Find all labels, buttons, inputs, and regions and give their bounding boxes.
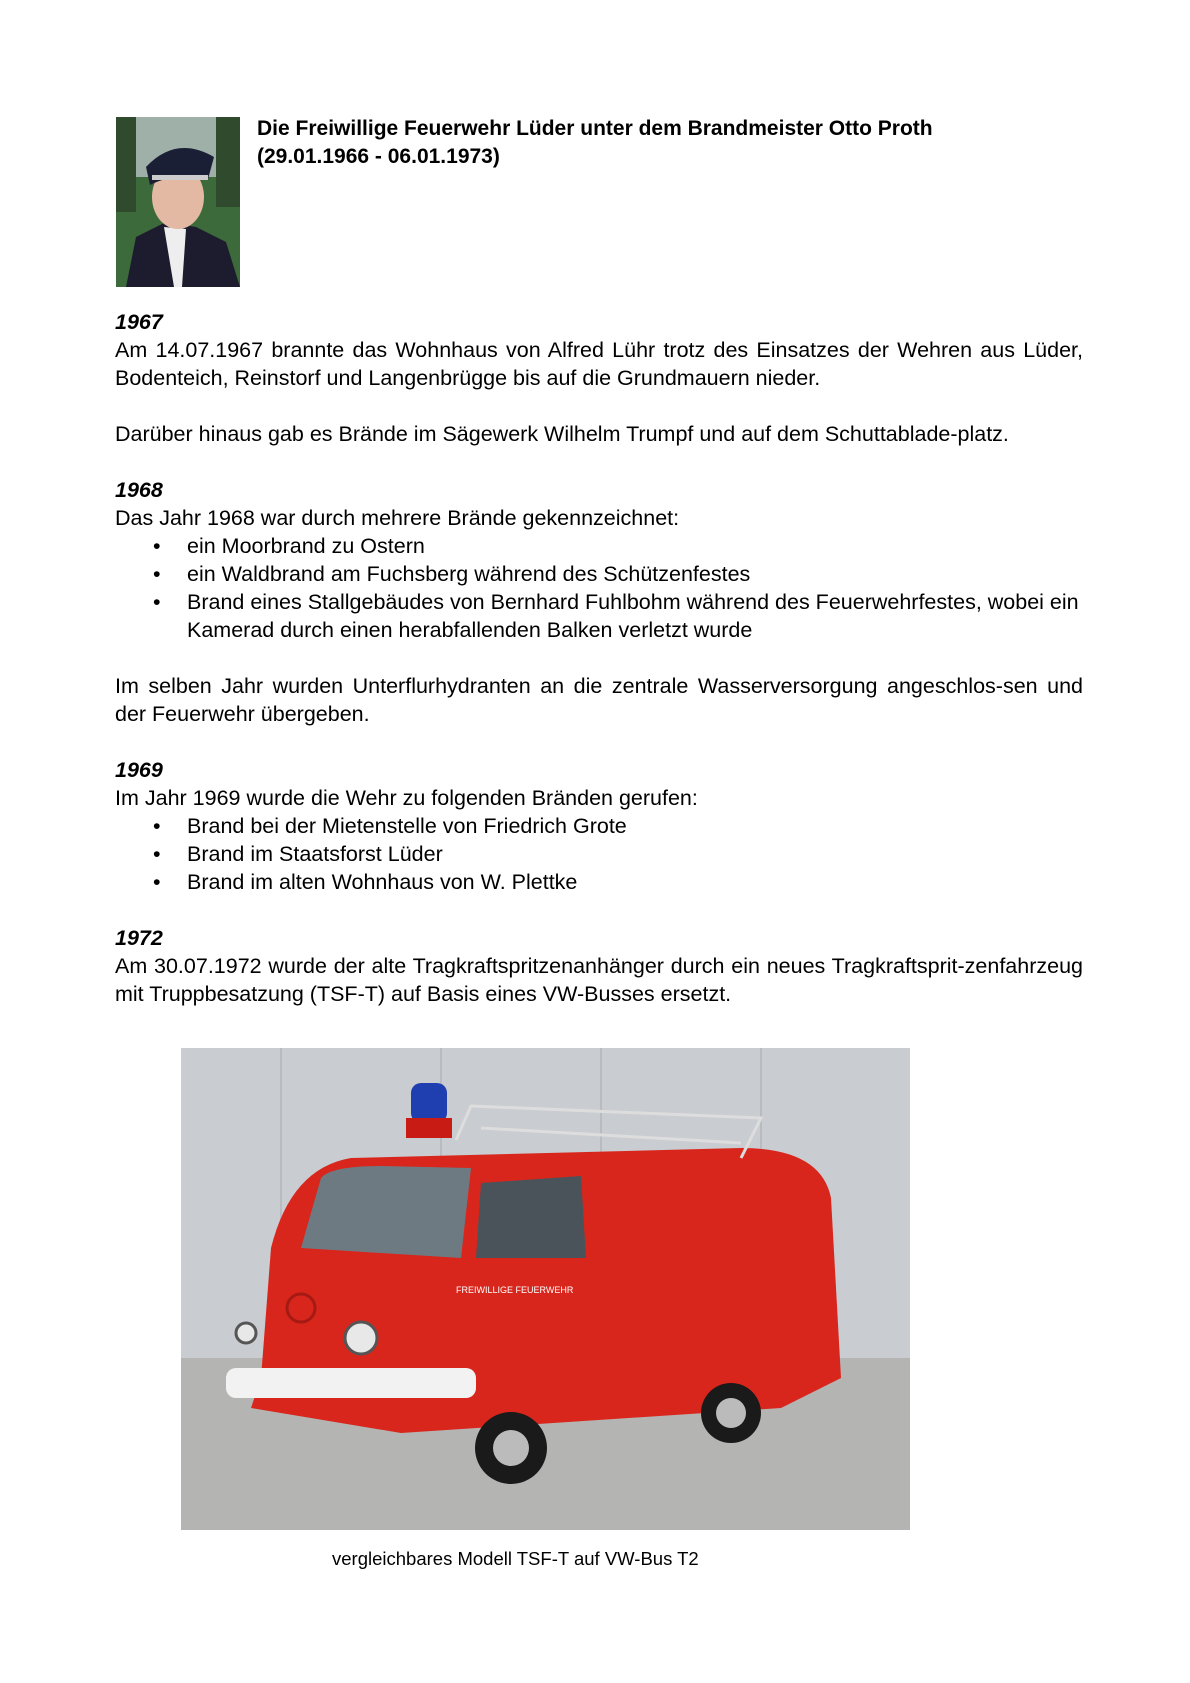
bullet-icon: •: [153, 590, 161, 614]
paragraph: Im Jahr 1969 wurde die Wehr zu folgenden Bränden gerufen:: [115, 786, 698, 810]
portrait-photo-otto-proth: [116, 117, 240, 287]
list-item: [115, 812, 1083, 840]
list-item-text: ein Moorbrand zu Ostern: [187, 534, 425, 558]
paragraph: Im selben Jahr wurden Unterflurhydranten an die zentrale Wasserversorgung angeschlos-sen und der Feuerwehr übergeben.: [115, 674, 1083, 726]
van-lettering: FREIWILLIGE FEUERWEHR: [456, 1285, 574, 1295]
year-heading-1972: 1972: [115, 926, 163, 950]
title-line-1: Die Freiwillige Feuerwehr Lüder unter dem Brandmeister Otto Proth: [257, 117, 933, 140]
year-heading-1968: 1968: [115, 478, 163, 502]
vw-bus-fire-truck-photo: [181, 1048, 910, 1530]
bullet-icon: •: [153, 562, 161, 586]
bullet-list-1969: [115, 812, 1083, 896]
bullet-icon: •: [153, 814, 161, 838]
paragraph: Darüber hinaus gab es Brände im Sägewerk Wilhelm Trumpf und auf dem Schuttablade-platz.: [115, 422, 1009, 446]
list-item-text: Brand bei der Mietenstelle von Friedrich Grote: [187, 814, 627, 838]
bullet-list-1968: [115, 532, 1083, 644]
list-item: [115, 560, 1083, 588]
paragraph: Am 14.07.1967 brannte das Wohnhaus von Alfred Lühr trotz des Einsatzes der Wehren aus Lüder, Bodenteich, Reinstorf und Langenbrügge bis auf die Grundmauern nieder.: [115, 338, 1083, 390]
bullet-icon: •: [153, 842, 161, 866]
list-item-text: Brand eines Stallgebäudes von Bernhard Fuhlbohm während des Feuerwehrfestes, wobei ein Kamerad durch einen herabfallenden Balken verletzt wurde: [187, 590, 1079, 642]
list-item-text: Brand im alten Wohnhaus von W. Plettke: [187, 870, 578, 894]
list-item-text: ein Waldbrand am Fuchsberg während des Schützenfestes: [187, 562, 751, 586]
list-item: [115, 840, 1083, 868]
document-body: [115, 308, 1083, 1008]
paragraph: Am 30.07.1972 wurde der alte Tragkraftspritzenanhänger durch ein neues Tragkraftsprit-zenfahrzeug mit Truppbesatzung (TSF-T) auf Basis eines VW-Busses ersetzt.: [115, 954, 1083, 1006]
image-caption: vergleichbares Modell TSF-T auf VW-Bus T2: [332, 1548, 699, 1569]
list-item-text: Brand im Staatsforst Lüder: [187, 842, 443, 866]
year-heading-1967: 1967: [115, 310, 163, 334]
title-dates: (29.01.1966 - 06.01.1973): [257, 145, 500, 168]
list-item: [115, 588, 1083, 644]
bullet-icon: •: [153, 534, 161, 558]
page-title: [257, 115, 1077, 171]
year-heading-1969: 1969: [115, 758, 163, 782]
list-item: [115, 868, 1083, 896]
list-item: [115, 532, 1083, 560]
bullet-icon: •: [153, 870, 161, 894]
paragraph: Das Jahr 1968 war durch mehrere Brände gekennzeichnet:: [115, 506, 680, 530]
